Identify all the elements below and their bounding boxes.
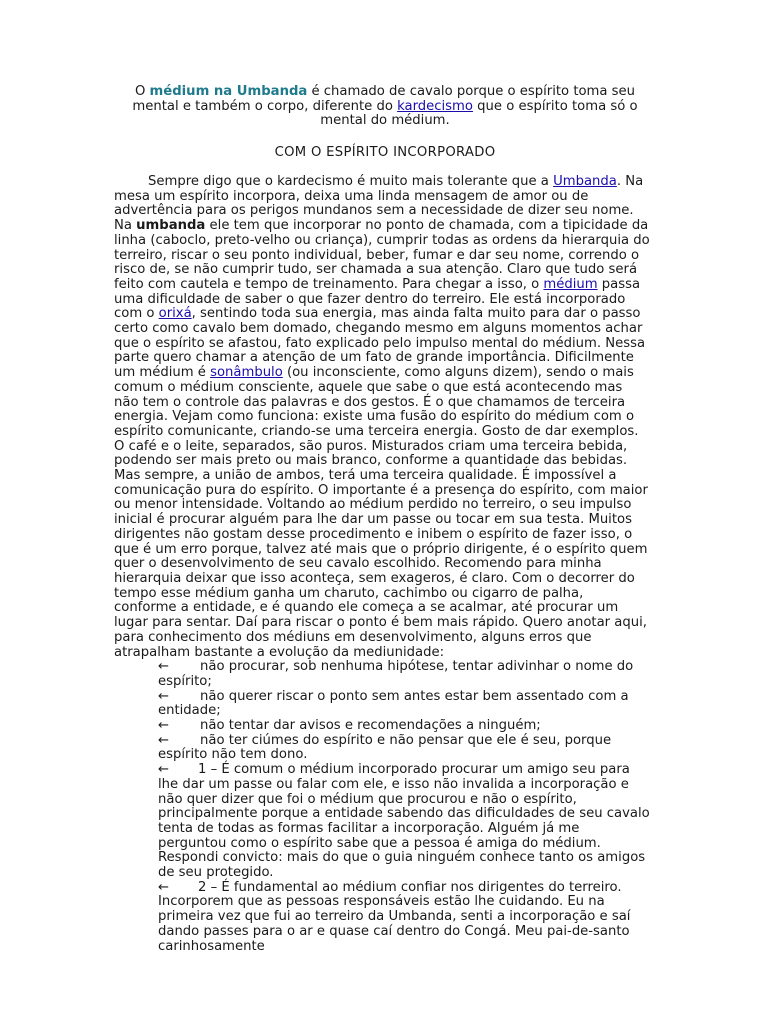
link-umbanda[interactable]: Umbanda (553, 174, 617, 189)
list-item-text: não querer riscar o ponto sem antes estar bem assentado com a entidade; (158, 688, 629, 719)
para-text-5: , sentindo toda sua energia, mas ainda falta muito para dar o passo certo como cavalo bem domado, chegando mesmo em alguns momentos achar que o espírito se afastou, fato explicado pelo impulso mental do médium. Nessa parte quero chamar a atenção de um fato de grande importância. Dificilmente um médium é (114, 306, 646, 381)
list-item (158, 660, 650, 689)
left-arrow-icon: ← (158, 688, 170, 704)
error-list (158, 660, 650, 763)
intro-pre: O (134, 84, 150, 99)
left-arrow-icon: ← (158, 718, 170, 734)
link-medium[interactable]: médium (543, 276, 598, 292)
list-item-text: não ter ciúmes do espírito e não pensar que ele é seu, porque espírito não tem dono. (158, 732, 612, 763)
list-item-text: não procurar, sob nenhuma hipótese, tentar adivinhar o nome do espírito; (158, 659, 634, 689)
link-kardecismo[interactable]: kardecismo (397, 98, 473, 114)
main-paragraph (114, 175, 650, 660)
intro-post: que o espírito toma só o mental do médium. (320, 98, 638, 129)
para-text-3: ele tem que incorporar no ponto de chamada, com a tipicidade da linha (caboclo, preto-velho ou criança), cumprir todas as ordens da hierarquia do terreiro, riscar o seu ponto individual, beber, fumar e dar seu nome, correndo o risco de, se não cumprir tudo, ser chamada a sua atenção. Claro que tudo será feito com cautela e tempo de treinamento. Para chegar a isso, o (114, 218, 650, 292)
numbered-item-text: 1 – É comum o médium incorporado procurar um amigo seu para lhe dar um passe ou falar com ele, e isso não invalida a incorporação e não quer dizer que foi o médium que procurou e não o espírito, principalmente porque a entidade sabendo das dificuldades de seu cavalo tenta de todas as formas facilitar a incorporação. Alguém já me perguntou como o espírito sabe que a pessoa é amiga do médium. Respondi convicto: mais do que o guia ninguém conhece tanto os amigos de seu protegido. (158, 762, 650, 881)
para-text-2: . Na mesa um espírito incorpora, deixa uma linda mensagem de amor ou de advertência para os perigos mundanos sem a necessidade de dizer seu nome. Na (114, 174, 644, 234)
intro-paragraph (110, 85, 660, 129)
link-sonambulo[interactable]: sonâmbulo (210, 365, 283, 381)
para-text-6: (ou inconsciente, como alguns dizem), sendo o mais comum o médium consciente, aquele que sabe o que está acontecendo mas não tem o controle das palavras e dos gestos. É o que chamamos de terceira energia. Vejam como funciona: existe uma fusão do espírito do médium com o espírito comunicante, criando-se uma terceira energia. Gosto de dar exemplos. O café e o leite, separados, são puros. Misturados criam uma terceira bebida, podendo ser mais preto ou mais branco, conforme a quantidade das bebidas. Mas sempre, a união de ambos, terá uma terceira qualidade. É impossível a comunicação pura do espírito. O importante é a presença do espírito, com maior ou menor intensidade. Voltando ao médium perdido no terreiro, o seu impulso inicial é procurar alguém para lhe dar um passe ou tocar em sua testa. Muitos dirigentes não gostam desse procedimento e inibem o espírito de fazer isso, o que é um erro porque, talvez até mais que o próprio dirigente, é o espírito quem quer o desenvolvimento de seu cavalo escolhido. Recomendo para minha hierarquia deixar que isso aconteça, sem exageros, é claro. Com o decorrer do tempo esse médium ganha um charuto, cachimbo ou cigarro de palha, conforme a entidade, e é quando ele começa a se acalmar, até procurar um lugar para sentar. Daí para riscar o ponto é bem mais rápido. Quero anotar aqui, para conhecimento dos médiuns em desenvolvimento, alguns erros que atrapalham bastante a evolução da mediunidade: (114, 365, 648, 660)
intro-mid: é chamado de cavalo porque o espírito toma seu mental e também o corpo, diferente do (132, 84, 636, 114)
list-item (158, 719, 650, 734)
numbered-item-text: 2 – É fundamental ao médium confiar nos dirigentes do terreiro. Incorporem que as pessoas responsáveis estão lhe cuidando. Eu na primeira vez que fui ao terreiro da Umbanda, senti a incorporação e saí dando passes para o ar e quase caí dentro do Congá. Meu pai-de-santo carinhosamente (158, 879, 631, 954)
numbered-list (158, 763, 650, 954)
para-text-1: Sempre digo que o kardecismo é muito mais tolerante que a (148, 174, 554, 189)
para-text-4: passa uma dificuldade de saber o que fazer dentro do terreiro. Ele está incorporado com o (114, 276, 641, 322)
numbered-item (158, 763, 650, 881)
left-arrow-icon: ← (158, 762, 170, 778)
list-item (158, 690, 650, 719)
article-body (114, 175, 650, 954)
intro-highlight: médium na Umbanda (149, 84, 308, 99)
list-item-text: não tentar dar avisos e recomendações a ninguém; (200, 718, 541, 734)
list-item (158, 734, 650, 763)
left-arrow-icon: ← (158, 732, 170, 748)
bold-umbanda: umbanda (136, 218, 206, 234)
left-arrow-icon: ← (158, 879, 170, 895)
numbered-item (158, 881, 650, 955)
section-heading: COM O ESPÍRITO INCORPORADO (274, 145, 496, 160)
link-orixa[interactable]: orixá (158, 306, 192, 322)
left-arrow-icon: ← (158, 659, 170, 675)
